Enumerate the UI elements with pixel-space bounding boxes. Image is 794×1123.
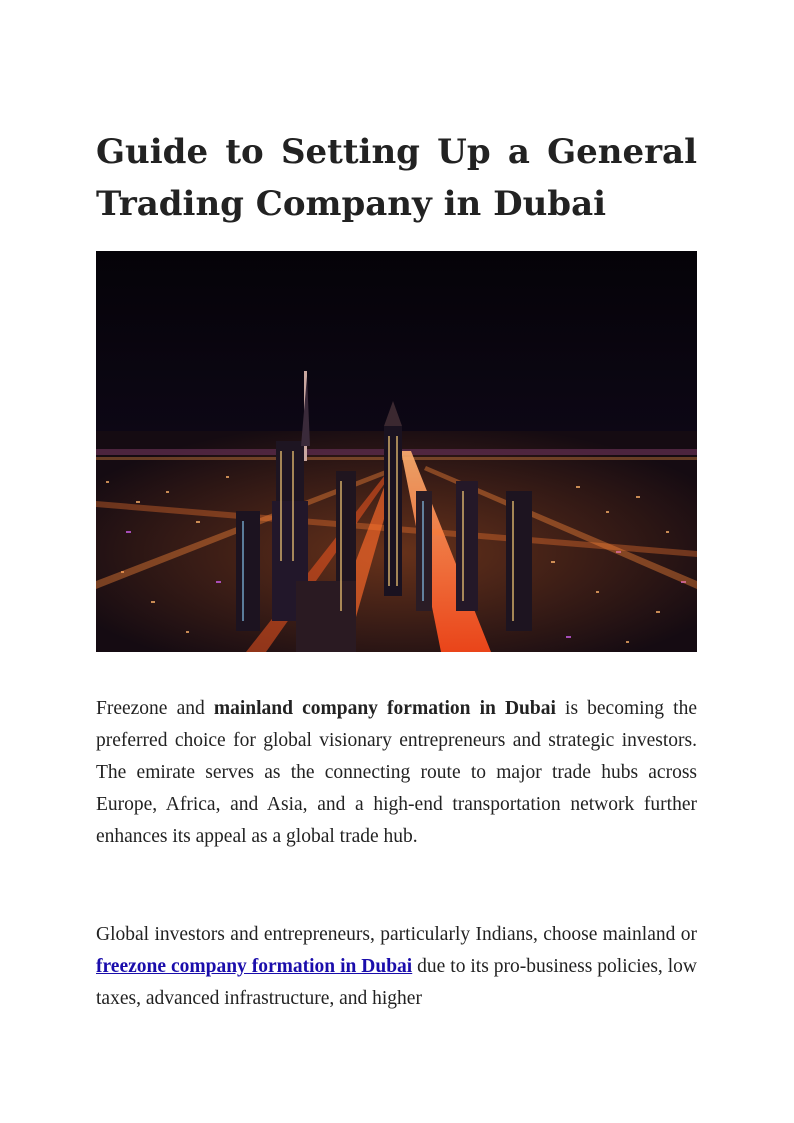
intro-paragraph (96, 693, 697, 853)
investors-text-rest: due to its pro-business policies, low taxes, advanced infrastructure, and higher (96, 956, 697, 1009)
dubai-skyline-image (96, 251, 697, 652)
investors-paragraph (96, 919, 697, 1015)
dubai-skyline-illustration (96, 251, 697, 652)
intro-text-start: Freezone and (96, 698, 214, 719)
intro-text-rest: is becoming the preferred choice for global visionary entrepreneurs and strategic investors. The emirate serves as the connecting route to major trade hubs across Europe, Africa, and Asia, and a high-end transportation network further enhances its appeal as a global trade hub. (96, 698, 697, 847)
mainland-company-formation-emphasis: mainland company formation in Dubai (213, 698, 556, 719)
investors-text-start: Global investors and entrepreneurs, particularly Indians, choose mainland or (96, 924, 697, 945)
freezone-company-formation-link[interactable]: freezone company formation in Dubai (96, 956, 413, 977)
page-title: Guide to Setting Up a General Trading Company in Dubai (96, 132, 697, 224)
